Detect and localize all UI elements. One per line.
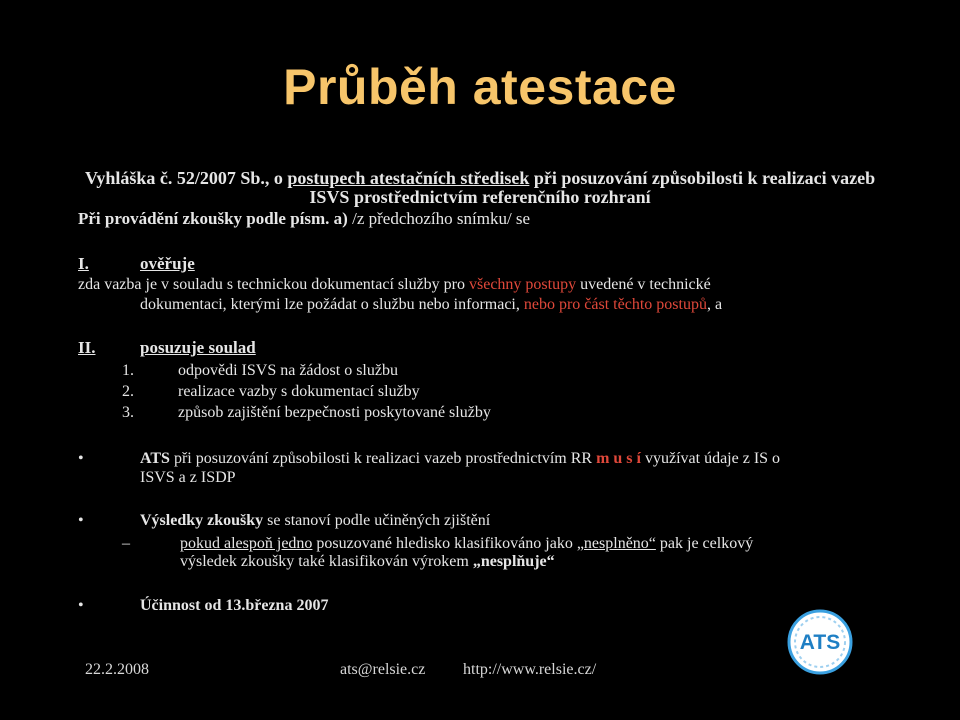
sub-bullet-verdict: „nesplňuje“ <box>472 553 555 570</box>
bullet-3-text: Účinnost od 13.března 2007 <box>140 597 329 614</box>
section-1-line-2-text: dokumentaci, kterými lze požádat o službu nebo informaci, <box>140 296 524 313</box>
bullet-1-tail: využívat údaje z IS o <box>640 450 781 467</box>
section-1-line-1 <box>78 276 711 294</box>
bullet-2-text: se stanoví podle učiněných zjištění <box>263 512 491 529</box>
bullet-1-line-1 <box>140 450 780 468</box>
intro-line-3-bold: Při provádění zkoušky podle písm. a) <box>78 209 348 228</box>
footer-email[interactable]: ats@relsie.cz <box>340 661 426 678</box>
sub-bullet-text-2: pak je celkový <box>655 535 754 552</box>
section-1-line-1-highlight: všechny postupy <box>469 276 577 293</box>
intro-decree: Vyhláška č. 52/2007 Sb. <box>85 168 265 188</box>
section-1-line-1-text: zda vazba je v souladu s technickou dokumentací služby pro <box>78 276 469 293</box>
sub-bullet-underline-1: pokud alespoň jedno <box>180 535 313 552</box>
bullet-2-bold: Výsledky zkoušky <box>140 512 264 529</box>
bullet-1-text: při posuzování způsobilosti k realizaci vazeb prostřednictvím RR <box>169 450 597 467</box>
intro-comma: , o <box>264 168 288 188</box>
ats-logo-text: ATS <box>799 631 841 654</box>
footer-url[interactable]: http://www.relsie.cz/ <box>463 661 597 678</box>
bullet-1-marker: • <box>78 450 84 467</box>
bullet-1-line-2: ISVS a z ISDP <box>140 469 236 486</box>
ats-logo <box>786 608 854 676</box>
section-2-number: II. <box>78 338 96 357</box>
list-item-text: odpovědi ISVS na žádost o službu <box>178 362 398 379</box>
bullet-1-musi: m u s í <box>596 450 641 467</box>
sub-bullet-text-1: posuzované hledisko klasifikováno jako <box>312 535 577 552</box>
sub-bullet-line-2-text: výsledek zkoušky také klasifikován výrokem <box>180 553 473 570</box>
list-item-number: 2. <box>122 383 134 400</box>
sub-bullet-line-2 <box>180 553 555 571</box>
list-item-number: 3. <box>122 404 134 421</box>
list-item-number: 1. <box>122 362 134 379</box>
sub-bullet-dash: – <box>122 535 130 552</box>
sub-bullet-underline-2: „nesplněno“ <box>576 535 656 552</box>
list-item-text: realizace vazby s dokumentací služby <box>178 383 420 400</box>
section-1-number: I. <box>78 254 89 273</box>
bullet-3-marker: • <box>78 597 84 614</box>
bullet-1-ats: ATS <box>140 450 170 467</box>
intro-rest: při posuzování způsobilosti k realizaci vazeb <box>529 168 876 188</box>
intro-link[interactable]: postupech atestačních středisek <box>287 168 530 188</box>
slide-title: Průběh atestace <box>283 59 677 115</box>
section-2-item-2 <box>122 383 420 401</box>
sub-bullet-line-1 <box>180 535 753 553</box>
section-1-line-1-tail: uvedené v technické <box>576 276 711 293</box>
section-1-line-2-highlight: nebo pro část těchto postupů <box>523 296 707 313</box>
bullet-2-marker: • <box>78 512 84 529</box>
section-1-line-2-tail: , a <box>706 296 723 313</box>
bullet-2-line <box>140 512 490 530</box>
footer-date: 22.2.2008 <box>85 661 149 678</box>
list-item-text: způsob zajištění bezpečnosti poskytované služby <box>178 404 491 421</box>
section-2-heading: posuzuje soulad <box>140 338 256 357</box>
intro-line-1 <box>85 168 875 189</box>
intro-line-3 <box>78 209 530 229</box>
section-1-line-2 <box>140 296 722 314</box>
section-1-heading: ověřuje <box>140 254 195 273</box>
intro-line-2: ISVS prostřednictvím referenčního rozhraní <box>309 187 651 207</box>
section-2-item-3 <box>122 404 491 422</box>
intro-line-3-rest: /z předchozího snímku/ se <box>347 209 531 228</box>
section-2-item-1 <box>122 362 398 380</box>
